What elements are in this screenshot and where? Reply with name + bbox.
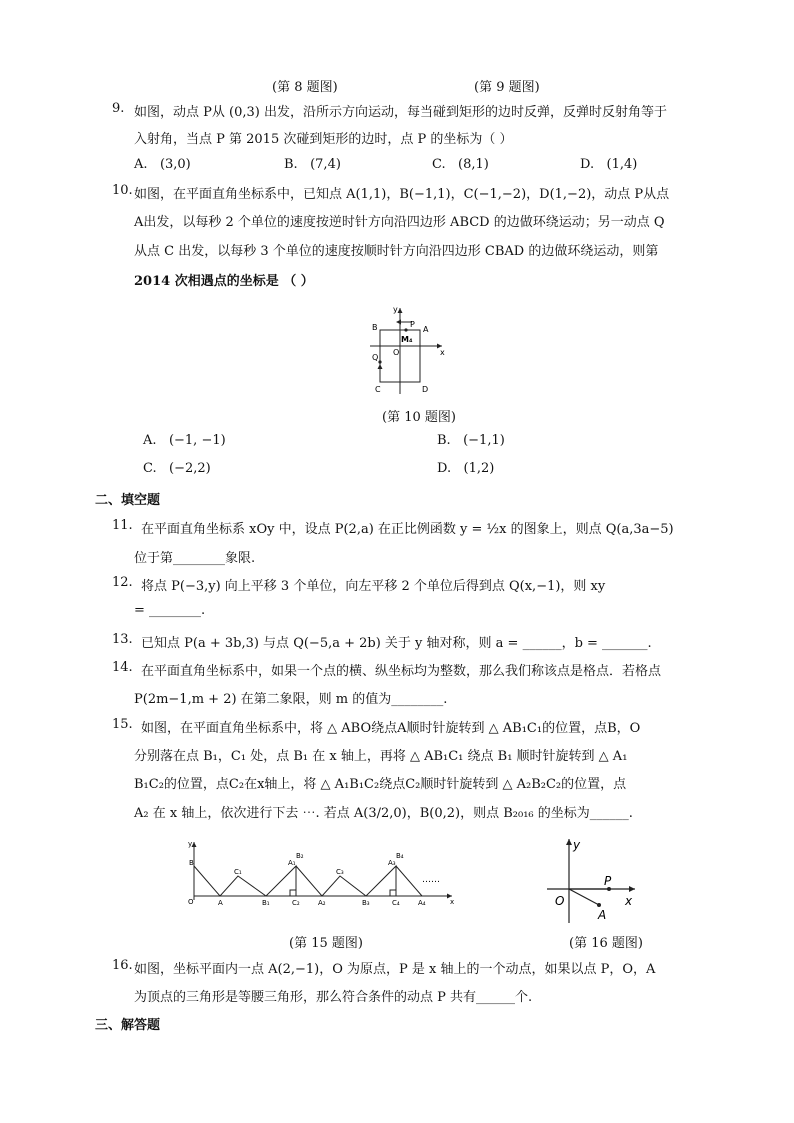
fig10-label-x: x (440, 348, 445, 357)
fig9-caption: (第 9 题图) (474, 80, 540, 95)
fig10-label-y: y (393, 305, 398, 314)
fig15-label-c3: C₃ (336, 868, 344, 876)
fig15-label-c2: C₂ (292, 899, 300, 907)
fig15-label-a3: A₃ (388, 859, 396, 867)
fig16-label-p: P (604, 874, 612, 888)
fig10-label-d: D (422, 385, 429, 394)
fig15-label-b1: B₁ (262, 899, 270, 907)
fig10-label-b: B (372, 323, 378, 332)
q9-number: 9. (112, 101, 125, 116)
fig8-caption: (第 8 题图) (272, 80, 338, 95)
fig15-label-a2: A₂ (318, 899, 326, 907)
fig15-label-a1: A₁ (288, 859, 296, 867)
q10-option-b: B. (−1,1) (437, 433, 505, 448)
q16-line2: 为顶点的三角形是等腰三角形，那么符合条件的动点 P 共有______个. (134, 990, 533, 1005)
fig15-label-c1: C₁ (234, 868, 242, 876)
fig10-label-a: A (423, 325, 429, 334)
fig15-label-b4: B₄ (396, 852, 404, 860)
q10-number: 10. (112, 183, 133, 198)
fig16-caption: (第 16 题图) (569, 936, 643, 951)
q10-line3: 从点 C 出发，以每秒 3 个单位的速度按顺时针方向沿四边形 CBAD 的边做环绕运动，则第 (134, 244, 659, 259)
q14-line2: P(2m−1,m + 2) 在第二象限，则 m 的值为________. (134, 692, 448, 707)
fig15-label-o: O (188, 898, 194, 906)
fig16-diagram (543, 835, 643, 925)
q10-option-d: D. (1,2) (437, 461, 495, 476)
q11-line2: 位于第________象限. (134, 551, 256, 566)
fig10-label-c: C (375, 385, 381, 394)
q9-option-b: B. (7,4) (284, 157, 341, 172)
q10-line4: 2014 次相遇点的坐标是 （ ） (134, 274, 314, 289)
q9-line2: 入射角，当点 P 第 2015 次碰到矩形的边时，点 P 的坐标为（ ） (134, 132, 513, 147)
q16-number: 16. (112, 958, 133, 973)
q9-option-c: C. (8,1) (432, 157, 489, 172)
fig10-label-q: Q (372, 353, 379, 362)
fig10-diagram (360, 300, 460, 400)
fig16-label-a: A (598, 908, 607, 922)
fig16-label-y: y (573, 838, 581, 852)
fig16-label-x: x (625, 894, 633, 908)
q9-option-d: D. (1,4) (580, 157, 638, 172)
q15-line1: 如图，在平面直角坐标系中，将 △ ABO绕点A顺时针旋转到 △ AB₁C₁的位置，点B，O (141, 721, 641, 736)
fig15-label-x: x (450, 898, 455, 906)
q15-line4: A₂ 在 x 轴上，依次进行下去 ⋯. 若点 A(3/2,0)，B(0,2)，则点 B₂₀₁₆ 的坐标为______. (134, 806, 633, 821)
fig10-label-m: M₄ (401, 335, 413, 344)
q15-line2: 分别落在点 B₁，C₁ 处，点 B₁ 在 x 轴上，再将 △ AB₁C₁ 绕点 B₁ 顺时针旋转到 △ A₁ (134, 749, 628, 764)
fig15-label-a: A (218, 899, 223, 907)
q12-line2: = ________. (134, 603, 206, 618)
q9-line1: 如图，动点 P从 (0,3) 出发，沿所示方向运动，每当碰到矩形的边时反弹，反弹时反射角等于 (134, 105, 667, 120)
q15-number: 15. (112, 717, 133, 732)
fig10-caption: (第 10 题图) (382, 410, 456, 425)
q12-number: 12. (112, 575, 133, 590)
fig10-label-p: P (410, 320, 415, 329)
q10-option-a: A. (−1, −1) (143, 433, 226, 448)
q16-line1: 如图，坐标平面内一点 A(2,−1)，O 为原点，P 是 x 轴上的一个动点，如果以点 P，O，A (134, 962, 656, 977)
q14-line1: 在平面直角坐标系中，如果一个点的横、纵坐标均为整数，那么我们称该点是格点．若格点 (141, 664, 662, 679)
fig15-label-b3: B₃ (362, 899, 370, 907)
fig15-label-c4: C₄ (392, 899, 400, 907)
q13-line1: 已知点 P(a + 3b,3) 与点 Q(−5,a + 2b) 关于 y 轴对称，则 a = ______，b = _______. (141, 636, 652, 651)
q12-line1: 将点 P(−3,y) 向上平移 3 个单位，向左平移 2 个单位后得到点 Q(x,−1)，则 xy (141, 579, 606, 594)
q10-option-c: C. (−2,2) (143, 461, 211, 476)
q15-line3: B₁C₂的位置，点C₂在x轴上，将 △ A₁B₁C₂绕点C₂顺时针旋转到 △ A₂B₂C₂的位置，点 (134, 777, 627, 792)
q11-line1: 在平面直角坐标系 xOy 中，设点 P(2,a) 在正比例函数 y = ½x 的图象上，则点 Q(a,3a−5) (141, 522, 674, 537)
q11-number: 11. (112, 518, 133, 533)
fig15-diagram (180, 838, 460, 908)
fig15-label-dots: …… (422, 875, 440, 885)
fig15-label-a4: A₄ (418, 899, 426, 907)
fig15-label-b: B (189, 859, 194, 867)
fig10-label-o: O (393, 348, 400, 357)
fig15-label-y: y (188, 840, 193, 848)
q9-option-a: A. (3,0) (134, 157, 191, 172)
section-answer-heading: 三、解答题 (95, 1018, 161, 1033)
q10-line1: 如图，在平面直角坐标系中，已知点 A(1,1)，B(−1,1)，C(−1,−2)，D(1,−2)，动点 P从点 (134, 187, 670, 202)
fig15-caption: (第 15 题图) (289, 936, 363, 951)
fig16-label-o: O (555, 894, 565, 908)
q10-line2: A出发，以每秒 2 个单位的速度按逆时针方向沿四边形 ABCD 的边做环绕运动；另一动点 Q (134, 215, 665, 230)
section-fill-in-heading: 二、填空题 (95, 493, 161, 508)
q14-number: 14. (112, 660, 133, 675)
fig15-label-b2: B₂ (296, 852, 304, 860)
q13-number: 13. (112, 632, 133, 647)
